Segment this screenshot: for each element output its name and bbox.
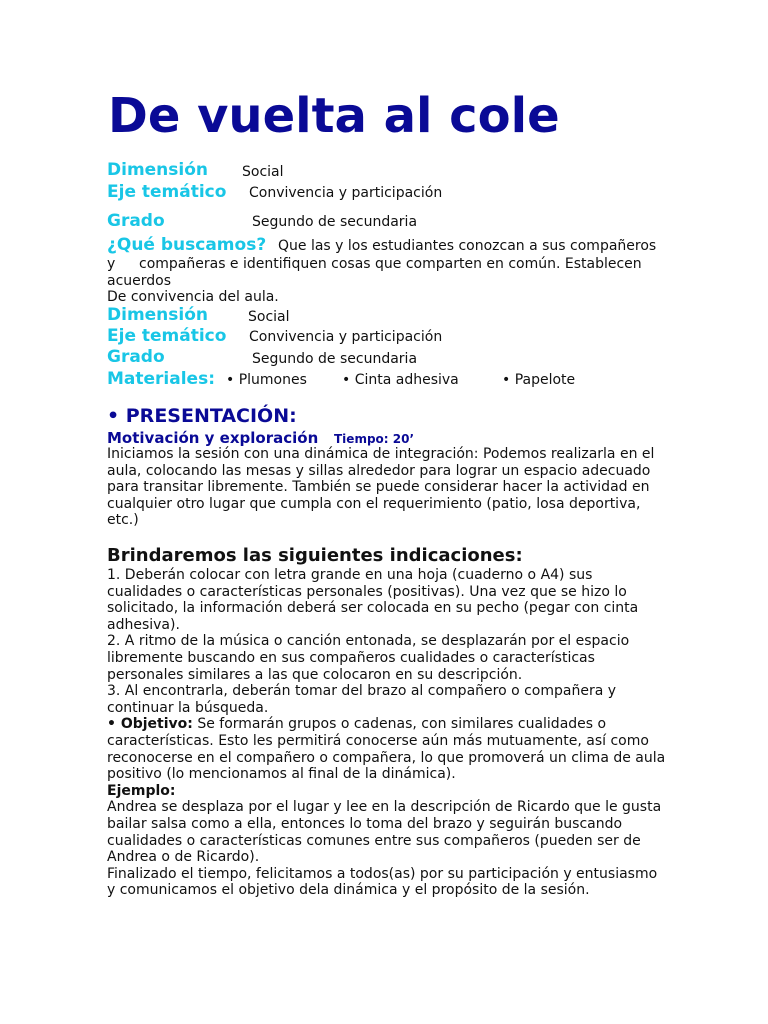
text-line: positivo (lo mencionamos al final de la dinámica). [107,766,456,783]
text-line: y comunicamos el objetivo dela dinámica y el propósito de la sesión. [107,882,590,899]
motivacion-subheading: Motivación y exploración [107,429,319,447]
document-title: De vuelta al cole [108,88,560,144]
text-line: etc.) [107,512,139,529]
eje-tematico-label: Eje temático [107,326,227,346]
grado-label: Grado [107,347,165,367]
objetivo-label: • Objetivo: [107,716,193,733]
text-line: cualquier otro lugar que cumpla con el requerimiento (patio, losa deportiva, [107,495,641,512]
material-item: • Papelote [502,372,576,388]
text-line: 2. A ritmo de la música o canción entonada, se desplazarán por el espacio [107,633,630,650]
tiempo-label: Tiempo: 20’ [334,432,415,446]
text-line: cualidades o características comunes entre sus compañeros (pueden ser de [107,832,641,849]
que-buscamos-line: acuerdos [107,273,172,289]
indicaciones-heading: Brindaremos las siguientes indicaciones: [107,545,523,566]
presentacion-heading: • PRESENTACIÓN: [107,405,297,427]
text-line: solicitado, la información deberá ser colocada en su pecho (pegar con cinta [107,600,639,617]
text-line: reconocerse en el compañero o compañera, lo que promoverá un clima de aula [107,749,666,766]
text-line: cualidades o características personales (positivas). Una vez que se hizo lo [107,583,627,600]
text-line: 3. Al encontrarla, deberán tomar del brazo al compañero o compañera y [107,683,617,700]
objetivo-text: Se formarán grupos o cadenas, con similares cualidades o [197,716,607,733]
que-buscamos-line: Que las y los estudiantes conozcan a sus compañeros [278,238,657,254]
eje-tematico-label: Eje temático [107,182,227,202]
dimension-value: Social [242,164,284,180]
text-line: Andrea o de Ricardo). [107,849,260,866]
text-line: bailar salsa como a ella, entonces lo toma del brazo y seguirán buscando [107,815,623,832]
que-buscamos-line: De convivencia del aula. [107,289,279,305]
que-buscamos-label: ¿Qué buscamos? [107,235,267,255]
que-buscamos-line: compañeras e identifiquen cosas que comparten en común. Establecen [139,256,642,272]
text-line: aula, colocando las mesas y sillas alrededor para lograr un espacio adecuado [107,462,651,479]
text-line: características. Esto les permitirá conocerse aún más mutuamente, así como [107,732,649,749]
que-buscamos-line: y [107,256,116,272]
grado-label: Grado [107,211,165,231]
objetivo-line [107,716,667,733]
eje-tematico-value: Convivencia y participación [249,329,443,345]
text-line: 1. Deberán colocar con letra grande en una hoja (cuaderno o A4) sus [107,567,593,583]
dimension-label: Dimensión [107,305,209,325]
text-line: para transitar libremente. También se puede considerar hacer la actividad en [107,479,650,496]
text-line: Finalizado el tiempo, felicitamos a todos(as) por su participación y entusiasmo [107,865,658,882]
material-item: • Cinta adhesiva [342,372,459,388]
grado-value: Segundo de secundaria [252,214,418,230]
text-line: Iniciamos la sesión con una dinámica de integración: Podemos realizarla en el [107,446,655,462]
text-line: personales similares a las que colocaron en su descripción. [107,666,523,683]
indicaciones-body [107,567,667,899]
text-line: libremente buscando en sus compañeros cualidades o características [107,649,595,666]
materiales-label: Materiales: [107,369,216,389]
text-line: Andrea se desplaza por el lugar y lee en la descripción de Ricardo que le gusta [107,799,662,816]
dimension-label: Dimensión [107,160,209,180]
text-line: continuar la búsqueda. [107,699,269,716]
intro-paragraph [107,446,667,529]
eje-tematico-value: Convivencia y participación [249,185,443,201]
material-item: • Plumones [226,372,307,388]
ejemplo-label: Ejemplo: [107,782,176,799]
text-line: adhesiva). [107,616,180,633]
grado-value: Segundo de secundaria [252,351,418,367]
dimension-value: Social [248,309,290,325]
